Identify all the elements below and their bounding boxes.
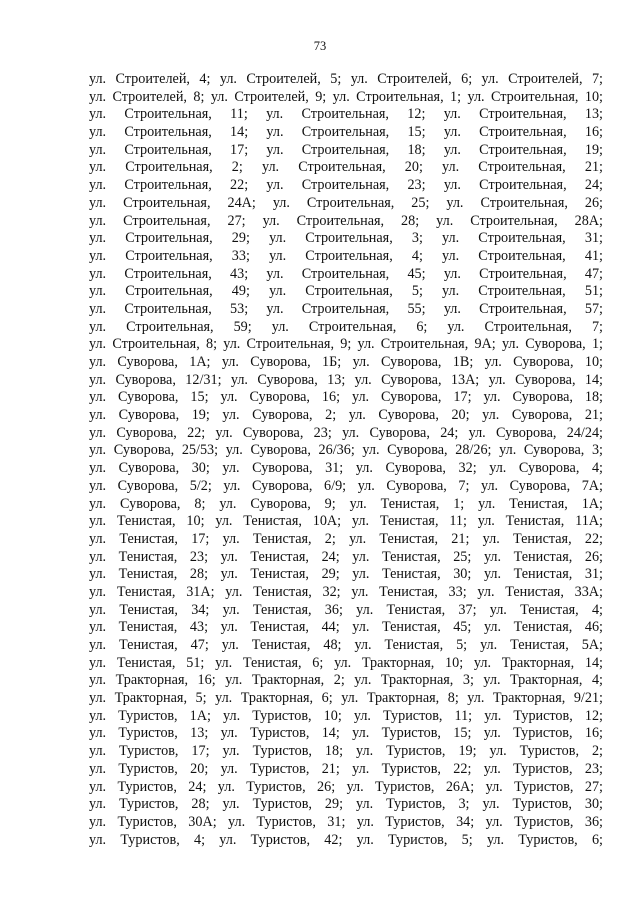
text-line: ул. Суворова, 25/53; ул. Суворова, 26/36; ул. Суворова, 28/26; ул. Суворова, 3; <box>89 442 603 459</box>
text-line: ул. Строительная, 33; ул. Строительная, 4; ул. Строительная, 41; <box>89 247 603 264</box>
text-line: ул. Суворова, 12/31; ул. Суворова, 13; ул. Суворова, 13А; ул. Суворова, 14; <box>89 371 603 388</box>
text-line: ул. Тенистая, 31А; ул. Тенистая, 32; ул. Тенистая, 33; ул. Тенистая, 33А; <box>89 583 603 600</box>
text-line: ул. Строителей, 4; ул. Строителей, 5; ул. Строителей, 6; ул. Строителей, 7; <box>89 71 603 87</box>
text-line: ул. Тракторная, 5; ул. Тракторная, 6; ул. Тракторная, 8; ул. Тракторная, 9/21; <box>89 690 603 707</box>
text-line: ул. Строительная, 43; ул. Строительная, 45; ул. Строительная, 47; <box>89 265 603 282</box>
text-line: ул. Строителей, 8; ул. Строителей, 9; ул. Строительная, 1; ул. Строительная, 10; <box>89 88 603 105</box>
text-line: ул. Строительная, 59; ул. Строительная, 6; ул. Строительная, 7; <box>89 318 603 335</box>
text-line: ул. Строительная, 8; ул. Строительная, 9; ул. Строительная, 9А; ул. Суворова, 1; <box>89 336 603 353</box>
text-line: ул. Тенистая, 47; ул. Тенистая, 48; ул. Тенистая, 5; ул. Тенистая, 5А; <box>89 637 603 653</box>
text-line: ул. Туристов, 30А; ул. Туристов, 31; ул. Туристов, 34; ул. Туристов, 36; <box>89 813 603 830</box>
text-line: ул. Тенистая, 43; ул. Тенистая, 44; ул. Тенистая, 45; ул. Тенистая, 46; <box>89 619 603 636</box>
text-line: ул. Тенистая, 17; ул. Тенистая, 2; ул. Тенистая, 21; ул. Тенистая, 22; <box>89 530 603 547</box>
text-line: ул. Тракторная, 16; ул. Тракторная, 2; ул. Тракторная, 3; ул. Тракторная, 4; <box>89 672 603 689</box>
text-line: ул. Суворова, 5/2; ул. Суворова, 6/9; ул. Суворова, 7; ул. Суворова, 7А; <box>89 477 603 494</box>
text-line: ул. Тенистая, 23; ул. Тенистая, 24; ул. Тенистая, 25; ул. Тенистая, 26; <box>89 548 603 565</box>
text-line: ул. Туристов, 13; ул. Туристов, 14; ул. Туристов, 15; ул. Туристов, 16; <box>89 725 603 742</box>
text-line: ул. Туристов, 20; ул. Туристов, 21; ул. Туристов, 22; ул. Туристов, 23; <box>89 760 603 777</box>
text-line: ул. Строительная, 24А; ул. Строительная, 25; ул. Строительная, 26; <box>89 194 603 211</box>
text-line: ул. Суворова, 30; ул. Суворова, 31; ул. Суворова, 32; ул. Суворова, 4; <box>89 460 603 477</box>
text-line: ул. Суворова, 15; ул. Суворова, 16; ул. Суворова, 17; ул. Суворова, 18; <box>89 389 603 406</box>
text-line: ул. Суворова, 22; ул. Суворова, 23; ул. Суворова, 24; ул. Суворова, 24/24; <box>89 424 603 441</box>
page-number: 73 <box>313 39 327 53</box>
text-line: ул. Туристов, 17; ул. Туристов, 18; ул. Туристов, 19; ул. Туристов, 2; <box>89 743 603 760</box>
text-line: ул. Тенистая, 51; ул. Тенистая, 6; ул. Тракторная, 10; ул. Тракторная, 14; <box>89 654 603 671</box>
text-line: ул. Тенистая, 10; ул. Тенистая, 10А; ул. Тенистая, 11; ул. Тенистая, 11А; <box>89 513 603 530</box>
text-line: ул. Строительная, 11; ул. Строительная, 12; ул. Строительная, 13; <box>89 106 603 123</box>
text-line: ул. Тенистая, 28; ул. Тенистая, 29; ул. Тенистая, 30; ул. Тенистая, 31; <box>89 566 603 583</box>
text-line: ул. Строительная, 14; ул. Строительная, 15; ул. Строительная, 16; <box>89 124 603 141</box>
address-list <box>89 71 603 849</box>
text-line: ул. Туристов, 4; ул. Туристов, 42; ул. Туристов, 5; ул. Туристов, 6; <box>89 831 603 848</box>
text-line: ул. Строительная, 2; ул. Строительная, 20; ул. Строительная, 21; <box>89 159 603 176</box>
text-line: ул. Строительная, 17; ул. Строительная, 18; ул. Строительная, 19; <box>89 141 603 158</box>
text-line: ул. Строительная, 53; ул. Строительная, 55; ул. Строительная, 57; <box>89 300 603 317</box>
text-line: ул. Суворова, 8; ул. Суворова, 9; ул. Тенистая, 1; ул. Тенистая, 1А; <box>89 495 603 512</box>
text-line: ул. Туристов, 1А; ул. Туристов, 10; ул. Туристов, 11; ул. Туристов, 12; <box>89 707 603 724</box>
text-line: ул. Строительная, 29; ул. Строительная, 3; ул. Строительная, 31; <box>89 230 603 247</box>
text-line: ул. Строительная, 27; ул. Строительная, 28; ул. Строительная, 28А; <box>89 212 603 229</box>
text-line: ул. Строительная, 22; ул. Строительная, 23; ул. Строительная, 24; <box>89 177 603 194</box>
text-line: ул. Суворова, 19; ул. Суворова, 2; ул. Суворова, 20; ул. Суворова, 21; <box>89 407 603 424</box>
text-line: ул. Туристов, 24; ул. Туристов, 26; ул. Туристов, 26А; ул. Туристов, 27; <box>89 778 603 795</box>
text-line: ул. Тенистая, 34; ул. Тенистая, 36; ул. Тенистая, 37; ул. Тенистая, 4; <box>89 601 603 618</box>
text-line: ул. Суворова, 1А; ул. Суворова, 1Б; ул. Суворова, 1В; ул. Суворова, 10; <box>89 354 603 370</box>
text-line: ул. Строительная, 49; ул. Строительная, 5; ул. Строительная, 51; <box>89 283 603 300</box>
text-line: ул. Туристов, 28; ул. Туристов, 29; ул. Туристов, 3; ул. Туристов, 30; <box>89 796 603 813</box>
